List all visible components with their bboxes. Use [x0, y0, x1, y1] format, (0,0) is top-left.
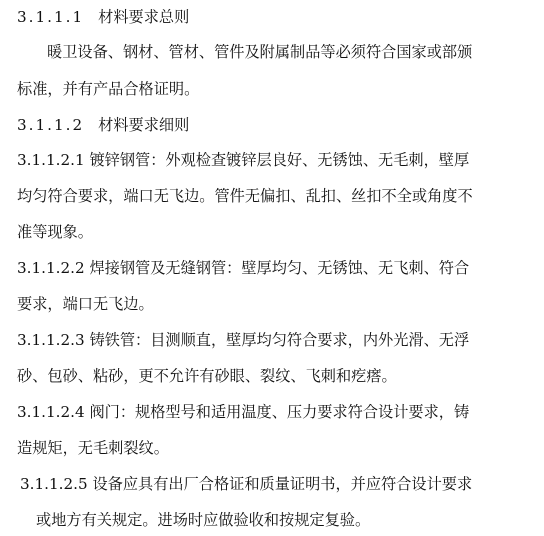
item-line: 准等现象。: [17, 223, 93, 241]
section-heading-3-1-1-2: [17, 115, 537, 135]
section-heading-3-1-1-1: [17, 7, 537, 27]
item-line: 3.1.1.2.2 焊接钢管及无缝钢管：壁厚均匀、无锈蚀、无飞刺、符合: [17, 259, 470, 277]
paragraph-line: 标准，并有产品合格证明。: [17, 80, 200, 98]
item-line: 或地方有关规定。进场时应做验收和按规定复验。: [36, 511, 371, 529]
item-line: 3.1.1.2.3 铸铁管：目测顺直，壁厚均匀符合要求，内外光滑、无浮: [17, 331, 470, 349]
item-line: 砂、包砂、粘砂，更不允许有砂眼、裂纹、飞刺和疙瘩。: [17, 367, 397, 385]
section-title: 材料要求细则: [98, 116, 190, 134]
item-line: 3.1.1.2.4 阀门：规格型号和适用温度、压力要求符合设计要求，铸: [17, 403, 470, 421]
item-line: 要求，端口无飞边。: [17, 295, 154, 313]
paragraph-line: 暖卫设备、钢材、管材、管件及附属制品等必须符合国家或部颁: [47, 43, 473, 61]
section-number: 3.1.1.2: [17, 116, 85, 134]
item-line: 3.1.1.2.5 设备应具有出厂合格证和质量证明书，并应符合设计要求: [20, 475, 473, 493]
item-line: 造规矩，无毛刺裂纹。: [17, 439, 169, 457]
item-line: 3.1.1.2.1 镀锌钢管：外观检查镀锌层良好、无锈蚀、无毛刺，壁厚: [17, 151, 470, 169]
item-line: 均匀符合要求，端口无飞边。管件无偏扣、乱扣、丝扣不全或角度不: [17, 187, 473, 205]
section-number: 3.1.1.1: [17, 8, 85, 26]
section-title: 材料要求总则: [98, 8, 190, 26]
